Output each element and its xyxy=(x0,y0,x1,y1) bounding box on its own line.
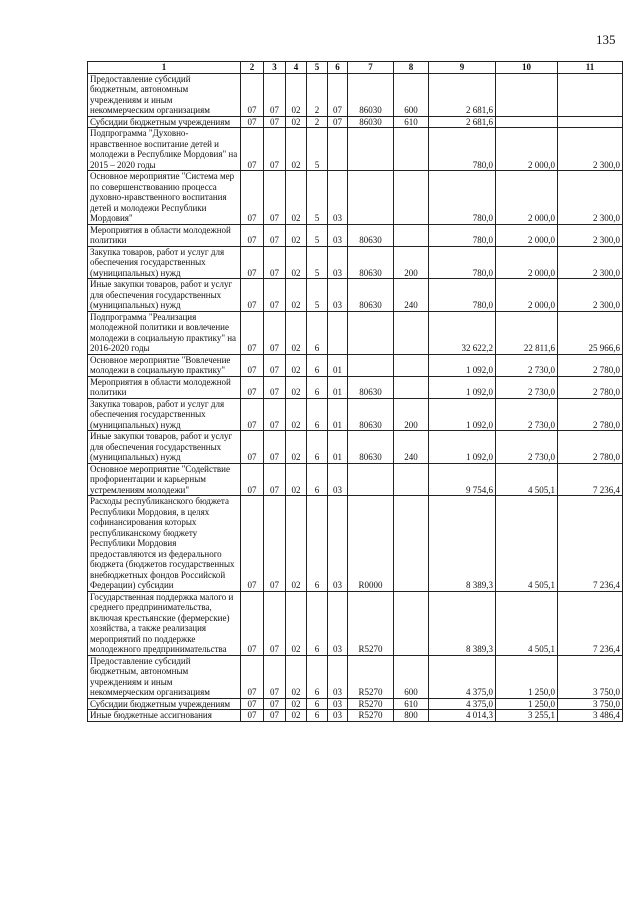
table-header xyxy=(88,62,623,74)
code-cell: 07 xyxy=(241,224,264,246)
code-cell: 07 xyxy=(264,655,286,698)
amount-cell: 1 092,0 xyxy=(429,398,496,431)
amount-cell: 2 000,0 xyxy=(496,171,558,225)
code-cell: 07 xyxy=(241,655,264,698)
code-cell: 6 xyxy=(307,655,328,698)
amount-cell: 4 505,1 xyxy=(496,591,558,655)
code-cell: 07 xyxy=(241,698,264,710)
code-cell: 80630 xyxy=(348,398,394,431)
amount-cell: 7 236,4 xyxy=(558,591,623,655)
table-row xyxy=(88,591,623,655)
code-cell: 6 xyxy=(307,710,328,722)
amount-cell: 3 750,0 xyxy=(558,655,623,698)
amount-cell: 2 300,0 xyxy=(558,128,623,171)
code-cell: 07 xyxy=(264,128,286,171)
code-cell xyxy=(394,591,429,655)
amount-cell: 4 505,1 xyxy=(496,463,558,496)
column-header: 8 xyxy=(394,62,429,74)
code-cell: 02 xyxy=(286,171,307,225)
amount-cell: 3 750,0 xyxy=(558,698,623,710)
code-cell: 610 xyxy=(394,116,429,128)
amount-cell: 1 092,0 xyxy=(429,431,496,464)
code-cell: 80630 xyxy=(348,279,394,312)
table-row xyxy=(88,116,623,128)
code-cell: 07 xyxy=(264,710,286,722)
code-cell: 07 xyxy=(264,431,286,464)
code-cell: 07 xyxy=(241,496,264,592)
code-cell xyxy=(394,171,429,225)
code-cell: 6 xyxy=(307,431,328,464)
amount-cell: 2 780,0 xyxy=(558,376,623,398)
code-cell: 07 xyxy=(241,311,264,354)
table-row xyxy=(88,224,623,246)
row-name-cell: Иные бюджетные ассигнования xyxy=(88,710,241,722)
row-name-cell: Основное мероприятие "Вовлечение молодежи в социальную практику" xyxy=(88,354,241,376)
table-row xyxy=(88,354,623,376)
row-name-cell: Мероприятия в области молодежной политики xyxy=(88,224,241,246)
code-cell: 86030 xyxy=(348,116,394,128)
amount-cell: 2 730,0 xyxy=(496,376,558,398)
code-cell: 07 xyxy=(264,246,286,279)
code-cell xyxy=(348,354,394,376)
code-cell: 5 xyxy=(307,246,328,279)
row-name-cell: Основное мероприятие "Содействие профориентации и карьерным устремлениям молодежи" xyxy=(88,463,241,496)
amount-cell xyxy=(558,116,623,128)
code-cell: 07 xyxy=(264,463,286,496)
code-cell: 01 xyxy=(328,354,348,376)
code-cell: 03 xyxy=(328,224,348,246)
code-cell: 80630 xyxy=(348,246,394,279)
amount-cell: 9 754,6 xyxy=(429,463,496,496)
code-cell: 02 xyxy=(286,279,307,312)
amount-cell: 780,0 xyxy=(429,246,496,279)
budget-table xyxy=(87,61,623,722)
code-cell: 07 xyxy=(328,73,348,116)
code-cell: 02 xyxy=(286,655,307,698)
amount-cell: 2 730,0 xyxy=(496,431,558,464)
code-cell: 07 xyxy=(264,376,286,398)
amount-cell: 1 092,0 xyxy=(429,376,496,398)
table-row xyxy=(88,710,623,722)
code-cell: 07 xyxy=(241,710,264,722)
code-cell: 80630 xyxy=(348,431,394,464)
column-header: 5 xyxy=(307,62,328,74)
code-cell: 6 xyxy=(307,463,328,496)
amount-cell: 8 389,3 xyxy=(429,591,496,655)
table-row xyxy=(88,655,623,698)
row-name-cell: Предоставление субсидий бюджетным, автономным учреждениям и иным некоммерческим организациям xyxy=(88,73,241,116)
amount-cell: 780,0 xyxy=(429,224,496,246)
code-cell: 6 xyxy=(307,311,328,354)
table-row xyxy=(88,496,623,592)
amount-cell: 780,0 xyxy=(429,128,496,171)
amount-cell: 22 811,6 xyxy=(496,311,558,354)
code-cell: R5270 xyxy=(348,591,394,655)
row-name-cell: Субсидии бюджетным учреждениям xyxy=(88,698,241,710)
table-row xyxy=(88,311,623,354)
amount-cell: 780,0 xyxy=(429,279,496,312)
amount-cell: 4 375,0 xyxy=(429,698,496,710)
amount-cell: 2 300,0 xyxy=(558,246,623,279)
row-name-cell: Мероприятия в области молодежной политики xyxy=(88,376,241,398)
amount-cell: 2 681,6 xyxy=(429,73,496,116)
code-cell: 07 xyxy=(241,398,264,431)
row-name-cell: Закупка товаров, работ и услуг для обеспечения государственных (муниципальных) нужд xyxy=(88,246,241,279)
code-cell: 02 xyxy=(286,398,307,431)
column-header: 11 xyxy=(558,62,623,74)
amount-cell xyxy=(496,116,558,128)
code-cell: 200 xyxy=(394,246,429,279)
code-cell: 2 xyxy=(307,73,328,116)
code-cell xyxy=(394,463,429,496)
table-row xyxy=(88,73,623,116)
code-cell xyxy=(328,128,348,171)
amount-cell: 1 250,0 xyxy=(496,655,558,698)
code-cell xyxy=(348,171,394,225)
code-cell xyxy=(394,311,429,354)
row-name-cell: Иные закупки товаров, работ и услуг для обеспечения государственных (муниципальных) нужд xyxy=(88,431,241,464)
code-cell: 07 xyxy=(241,354,264,376)
amount-cell: 2 730,0 xyxy=(496,398,558,431)
code-cell xyxy=(394,354,429,376)
column-header: 3 xyxy=(264,62,286,74)
amount-cell xyxy=(496,73,558,116)
code-cell: R0000 xyxy=(348,496,394,592)
table-row xyxy=(88,171,623,225)
amount-cell: 2 000,0 xyxy=(496,224,558,246)
code-cell: 02 xyxy=(286,376,307,398)
table-row xyxy=(88,246,623,279)
code-cell: 02 xyxy=(286,591,307,655)
page-number: 135 xyxy=(596,32,616,47)
row-name-cell: Основное мероприятие "Система мер по совершенствованию процесса духовно-нравственного воспитания детей и молодежи Республики Мордовия" xyxy=(88,171,241,225)
amount-cell: 2 780,0 xyxy=(558,398,623,431)
code-cell: R5270 xyxy=(348,710,394,722)
code-cell: 07 xyxy=(241,116,264,128)
code-cell: 07 xyxy=(264,116,286,128)
code-cell: 03 xyxy=(328,279,348,312)
code-cell: 02 xyxy=(286,463,307,496)
code-cell xyxy=(348,128,394,171)
code-cell: 200 xyxy=(394,398,429,431)
code-cell: 07 xyxy=(264,279,286,312)
code-cell xyxy=(348,463,394,496)
table-row xyxy=(88,463,623,496)
amount-cell: 780,0 xyxy=(429,171,496,225)
amount-cell: 2 780,0 xyxy=(558,431,623,464)
code-cell: 02 xyxy=(286,710,307,722)
code-cell: 07 xyxy=(241,171,264,225)
code-cell: 07 xyxy=(264,354,286,376)
code-cell: 03 xyxy=(328,710,348,722)
table-row xyxy=(88,431,623,464)
code-cell: 03 xyxy=(328,698,348,710)
column-header: 6 xyxy=(328,62,348,74)
code-cell: 2 xyxy=(307,116,328,128)
column-header: 2 xyxy=(241,62,264,74)
code-cell: 07 xyxy=(241,431,264,464)
code-cell: 07 xyxy=(241,591,264,655)
row-name-cell: Расходы республиканского бюджета Республики Мордовия, в целях софинансирования которых республиканскому бюджету Республики Мордовия предоставляются из федерального бюджета (бюджетов государственных внебюджетных фондов Российской Федерации) субсидии xyxy=(88,496,241,592)
code-cell: 07 xyxy=(264,171,286,225)
row-name-cell: Закупка товаров, работ и услуг для обеспечения государственных (муниципальных) нужд xyxy=(88,398,241,431)
code-cell: 01 xyxy=(328,376,348,398)
code-cell: 02 xyxy=(286,698,307,710)
code-cell: 600 xyxy=(394,73,429,116)
amount-cell: 2 000,0 xyxy=(496,128,558,171)
code-cell: 01 xyxy=(328,431,348,464)
amount-cell: 2 730,0 xyxy=(496,354,558,376)
row-name-cell: Подпрограмма "Реализация молодежной политики и вовлечение молодежи в социальную практику" на 2016-2020 годы xyxy=(88,311,241,354)
row-name-cell: Предоставление субсидий бюджетным, автономным учреждениям и иным некоммерческим организациям xyxy=(88,655,241,698)
code-cell: 02 xyxy=(286,496,307,592)
code-cell: 07 xyxy=(264,73,286,116)
code-cell: 02 xyxy=(286,354,307,376)
code-cell: 07 xyxy=(241,128,264,171)
amount-cell: 25 966,6 xyxy=(558,311,623,354)
column-header: 10 xyxy=(496,62,558,74)
code-cell: 07 xyxy=(241,246,264,279)
table-row xyxy=(88,398,623,431)
code-cell: 03 xyxy=(328,591,348,655)
code-cell: 6 xyxy=(307,376,328,398)
code-cell xyxy=(394,128,429,171)
amount-cell: 2 300,0 xyxy=(558,279,623,312)
amount-cell: 3 255,1 xyxy=(496,710,558,722)
amount-cell: 1 092,0 xyxy=(429,354,496,376)
code-cell: 5 xyxy=(307,128,328,171)
code-cell xyxy=(394,224,429,246)
code-cell: 6 xyxy=(307,354,328,376)
table-row xyxy=(88,698,623,710)
code-cell xyxy=(394,376,429,398)
code-cell: 80630 xyxy=(348,376,394,398)
amount-cell: 2 000,0 xyxy=(496,246,558,279)
code-cell: 6 xyxy=(307,698,328,710)
amount-cell xyxy=(558,73,623,116)
amount-cell: 7 236,4 xyxy=(558,463,623,496)
code-cell: 03 xyxy=(328,496,348,592)
amount-cell: 2 780,0 xyxy=(558,354,623,376)
code-cell: 02 xyxy=(286,128,307,171)
amount-cell: 8 389,3 xyxy=(429,496,496,592)
code-cell: 6 xyxy=(307,591,328,655)
table-row xyxy=(88,376,623,398)
code-cell: 610 xyxy=(394,698,429,710)
code-cell: 07 xyxy=(264,224,286,246)
column-header: 9 xyxy=(429,62,496,74)
code-cell: 240 xyxy=(394,279,429,312)
amount-cell: 2 000,0 xyxy=(496,279,558,312)
code-cell: 80630 xyxy=(348,224,394,246)
amount-cell: 2 681,6 xyxy=(429,116,496,128)
column-header: 1 xyxy=(88,62,241,74)
code-cell: 5 xyxy=(307,224,328,246)
code-cell: 07 xyxy=(241,463,264,496)
amount-cell: 4 014,3 xyxy=(429,710,496,722)
code-cell: 07 xyxy=(264,698,286,710)
code-cell: 6 xyxy=(307,398,328,431)
amount-cell: 1 250,0 xyxy=(496,698,558,710)
row-name-cell: Субсидии бюджетным учреждениям xyxy=(88,116,241,128)
table-row xyxy=(88,128,623,171)
amount-cell: 4 375,0 xyxy=(429,655,496,698)
table-body xyxy=(88,73,623,721)
table-row xyxy=(88,279,623,312)
code-cell: 02 xyxy=(286,73,307,116)
code-cell xyxy=(328,311,348,354)
row-name-cell: Государственная поддержка малого и среднего предпринимательства, включая крестьянские (фермерские) хозяйства, а также реализация мероприятий по поддержке молодежного предпринимательства xyxy=(88,591,241,655)
code-cell: 86030 xyxy=(348,73,394,116)
code-cell: 07 xyxy=(264,591,286,655)
amount-cell: 2 300,0 xyxy=(558,224,623,246)
code-cell xyxy=(394,496,429,592)
code-cell: 03 xyxy=(328,246,348,279)
amount-cell: 7 236,4 xyxy=(558,496,623,592)
code-cell: 01 xyxy=(328,398,348,431)
row-name-cell: Иные закупки товаров, работ и услуг для обеспечения государственных (муниципальных) нужд xyxy=(88,279,241,312)
code-cell: 03 xyxy=(328,171,348,225)
code-cell: R5270 xyxy=(348,698,394,710)
code-cell: 800 xyxy=(394,710,429,722)
code-cell: R5270 xyxy=(348,655,394,698)
code-cell: 600 xyxy=(394,655,429,698)
code-cell: 03 xyxy=(328,463,348,496)
code-cell xyxy=(348,311,394,354)
column-header: 4 xyxy=(286,62,307,74)
code-cell: 02 xyxy=(286,224,307,246)
code-cell: 03 xyxy=(328,655,348,698)
code-cell: 07 xyxy=(241,376,264,398)
code-cell: 240 xyxy=(394,431,429,464)
code-cell: 07 xyxy=(241,279,264,312)
code-cell: 02 xyxy=(286,311,307,354)
code-cell: 02 xyxy=(286,116,307,128)
code-cell: 02 xyxy=(286,246,307,279)
amount-cell: 3 486,4 xyxy=(558,710,623,722)
column-header: 7 xyxy=(348,62,394,74)
amount-cell: 32 622,2 xyxy=(429,311,496,354)
code-cell: 6 xyxy=(307,496,328,592)
code-cell: 5 xyxy=(307,279,328,312)
code-cell: 07 xyxy=(328,116,348,128)
code-cell: 02 xyxy=(286,431,307,464)
code-cell: 07 xyxy=(241,73,264,116)
amount-cell: 2 300,0 xyxy=(558,171,623,225)
amount-cell: 4 505,1 xyxy=(496,496,558,592)
code-cell: 5 xyxy=(307,171,328,225)
code-cell: 07 xyxy=(264,496,286,592)
code-cell: 07 xyxy=(264,398,286,431)
row-name-cell: Подпрограмма "Духовно-нравственное воспитание детей и молодежи в Республике Мордовия" на 2015 – 2020 годы xyxy=(88,128,241,171)
code-cell: 07 xyxy=(264,311,286,354)
